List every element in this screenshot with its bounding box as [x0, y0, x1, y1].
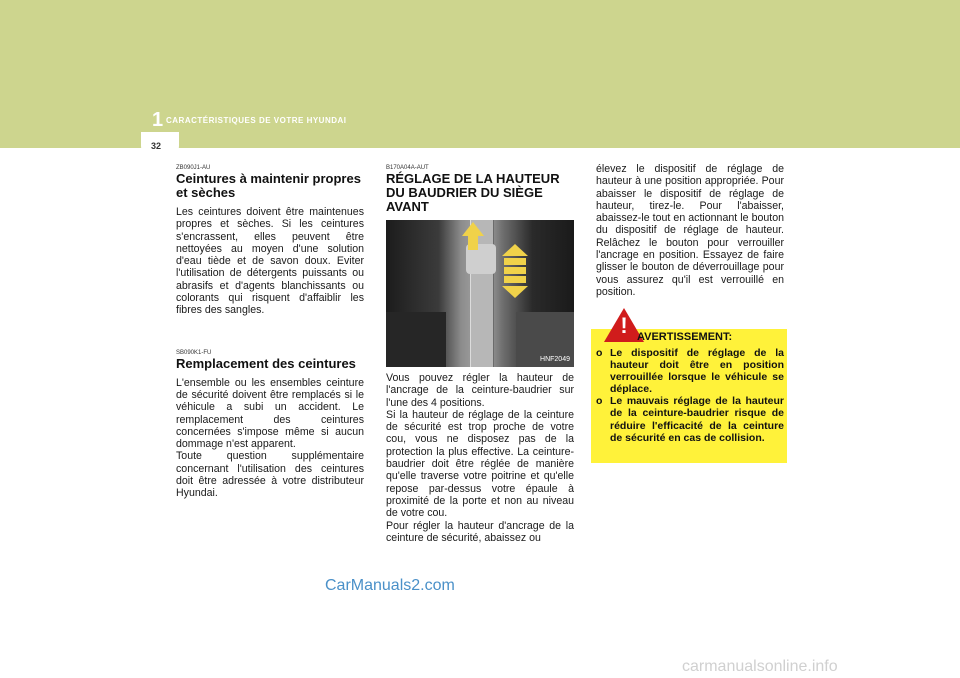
arrow-bar — [504, 267, 526, 274]
column-2 — [386, 165, 574, 544]
chapter-number: 1 — [152, 109, 164, 131]
height-adjust-body-2: Si la hauteur de réglage de la ceinture de sécurité est trop proche de votre cou, vous ne disposez pas de la protection la plus effective. La ceinture-baudrier doit être réglée de manière qu'elle traverse votre poitrine et qu'elle repose par-dessus votre épaule à proximité de la porte et non au niveau de votre cou. — [386, 408, 574, 520]
section-code: SB090K1-FU — [176, 349, 212, 356]
height-adjust-body-continued: élevez le dispositif de réglage de hauteur à une position appropriée. Pour abaisser le dispositif de réglage de hauteur, tirez-le. Pour l'abaisser, abaissez-le tout en actionnant le bouton du dispositif de réglage de hauteur. Relâchez le bouton pour verrouiller l'ancrage en position. Essayez de faire glisser le bouton de déverrouillage pour vous assurez qu'il est verrouillé en position. — [596, 163, 784, 298]
arrow-up-icon — [462, 222, 484, 236]
arrow-down-icon — [502, 286, 528, 298]
door-panel — [386, 312, 446, 367]
warning-item-text: Le mauvais réglage de la hauteur de la ceinture-baudrier risque de réduire l'efficacité de la ceinture de sécurité en cas de collision. — [610, 395, 784, 444]
section-body-clean-belts: Les ceintures doivent être maintenues propres et sèches. Si les ceintures s'encrassent, elles peuvent être nettoyées au moyen d'une solution d'eau tiède et de savon doux. Eviter l'utilisation de détergents puissants ou abrasifs et d'agents blanchissants ou colorants qui risquent d'affaiblir les fibres des sangles. — [176, 206, 364, 317]
bullet: o — [596, 347, 603, 359]
watermark-link[interactable]: CarManuals2.com — [325, 577, 455, 594]
section-title-replace-belts: Remplacement des ceintures — [176, 355, 356, 371]
warning-item — [596, 395, 784, 443]
warning-item — [596, 347, 784, 395]
arrow-up-icon — [468, 236, 478, 250]
warning-title: AVERTISSEMENT: — [637, 331, 733, 343]
height-adjust-body-1: Vous pouvez régler la hauteur de l'ancrage de la ceinture-baudrier sur l'une des 4 positions. — [386, 372, 574, 409]
warning-list — [596, 347, 784, 444]
section-title-height-adjust: RÉGLAGE DE LA HAUTEUR DU BAUDRIER DU SIÈGE AVANT — [386, 171, 560, 214]
section-code: ZB090J1-AU — [176, 165, 211, 171]
section-code: B170A04A-AUT — [386, 165, 429, 171]
height-adjust-body-3: Pour régler la hauteur d'ancrage de la ceinture de sécurité, abaissez ou — [386, 519, 574, 544]
page-number: 32 — [151, 141, 162, 151]
arrow-bar — [504, 276, 526, 283]
section-body-replace-belts-2: Toute question supplémentaire concernant l'utilisation des ceintures doit être adressée à votre distributeur Hyundai. — [176, 450, 364, 500]
section-body-replace-belts: L'ensemble ou les ensembles ceinture de sécurité doivent être remplacés si le véhicule a subi un accident. Le remplacement des ceintures concernées s'impose même si aucun dommage n'est apparent. — [176, 376, 364, 451]
arrow-bar — [504, 258, 526, 265]
column-3 — [596, 163, 784, 298]
watermark-link[interactable]: carmanualsonline.info — [682, 658, 838, 675]
warning-exclamation-icon: ! — [620, 313, 628, 338]
column-1 — [176, 165, 364, 500]
bullet: o — [596, 395, 603, 408]
section-title-clean-belts: Ceintures à maintenir propres et sèches — [176, 171, 361, 200]
seatbelt-photo — [386, 220, 574, 367]
chapter-title: CARACTÉRISTIQUES DE VOTRE HYUNDAI — [166, 116, 347, 125]
photo-code: HNF2049 — [540, 356, 570, 363]
arrow-up-icon — [502, 244, 528, 256]
header-band — [0, 0, 960, 148]
warning-item-text: Le dispositif de réglage de la hauteur doit être en position verrouillée lorsque le véhicule se déplace. — [610, 347, 784, 396]
